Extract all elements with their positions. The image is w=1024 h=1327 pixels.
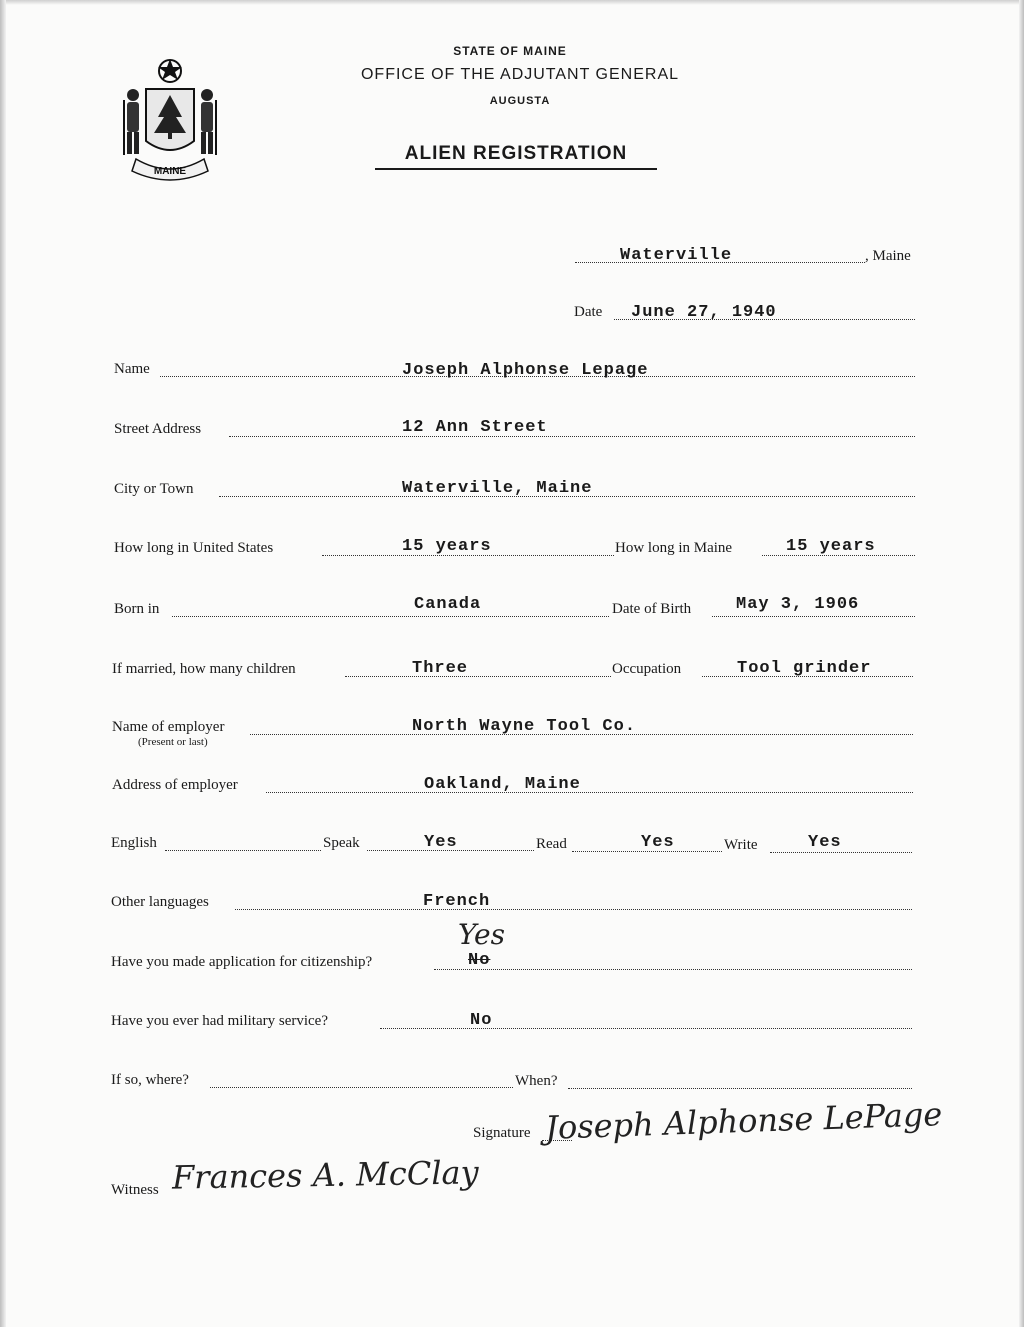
born-value: Canada — [414, 595, 482, 614]
employer-address-value: Oakland, Maine — [424, 775, 581, 794]
where-label: If so, where? — [111, 1072, 189, 1088]
when-label: When? — [515, 1073, 558, 1089]
place-suffix: , Maine — [865, 248, 911, 264]
children-field-line — [345, 676, 611, 677]
dob-field-line — [712, 616, 915, 617]
name-label: Name — [114, 361, 150, 377]
read-label: Read — [536, 836, 567, 852]
military-field-line — [380, 1028, 912, 1029]
other-languages-field-line — [235, 909, 912, 910]
citizenship-handwritten-value: Yes — [458, 918, 505, 951]
dob-value: May 3, 1906 — [736, 595, 860, 614]
city-label: City or Town — [114, 481, 194, 497]
when-field-line — [568, 1088, 912, 1089]
employer-address-field-line — [266, 792, 913, 793]
scan-edge-right — [1019, 0, 1024, 1327]
born-field-line — [172, 616, 609, 617]
us-duration-label: How long in United States — [114, 540, 274, 556]
employer-address-label: Address of employer — [112, 777, 238, 793]
children-value: Three — [412, 659, 469, 678]
signature-handwritten: Joseph Alphonse LePage — [544, 1095, 943, 1147]
header-city: AUGUSTA — [489, 95, 551, 107]
scan-edge-top — [0, 0, 1024, 5]
english-label: English — [111, 835, 157, 851]
maine-duration-value: 15 years — [786, 537, 876, 556]
speak-value: Yes — [424, 833, 458, 852]
children-label: If married, how many children — [112, 661, 296, 677]
employer-sublabel: (Present or last) — [138, 736, 208, 748]
employer-label: Name of employer — [112, 719, 225, 735]
header-office: OFFICE OF THE ADJUTANT GENERAL — [360, 66, 680, 83]
us-duration-value: 15 years — [402, 537, 492, 556]
read-value: Yes — [641, 833, 675, 852]
header-state: STATE OF MAINE — [453, 44, 567, 58]
military-label: Have you ever had military service? — [111, 1013, 328, 1029]
scan-edge-left — [0, 0, 6, 1327]
signature-label: Signature — [473, 1125, 531, 1141]
other-languages-label: Other languages — [111, 894, 209, 910]
title-underline — [375, 168, 657, 170]
city-value: Waterville, Maine — [402, 479, 593, 498]
street-value: 12 Ann Street — [402, 418, 548, 437]
street-field-line — [229, 436, 915, 437]
name-value: Joseph Alphonse Lepage — [402, 361, 649, 380]
speak-label: Speak — [323, 835, 360, 851]
place-value: Waterville — [620, 246, 733, 265]
employer-value: North Wayne Tool Co. — [412, 717, 637, 736]
seal-banner-text: MAINE — [153, 166, 187, 177]
dob-label: Date of Birth — [612, 601, 692, 617]
born-label: Born in — [114, 601, 160, 617]
occupation-value: Tool grinder — [737, 659, 872, 678]
street-label: Street Address — [114, 421, 202, 437]
citizenship-struck-value: No — [468, 951, 491, 970]
citizenship-field-line — [434, 969, 912, 970]
maine-duration-label: How long in Maine — [615, 540, 733, 556]
english-field-line — [165, 850, 321, 851]
form-title: ALIEN REGISTRATION — [404, 143, 628, 164]
where-field-line — [210, 1087, 513, 1088]
witness-label: Witness — [111, 1182, 159, 1198]
write-value: Yes — [808, 833, 842, 852]
occupation-label: Occupation — [612, 661, 682, 677]
write-field-line — [770, 852, 912, 853]
military-value: No — [470, 1011, 493, 1030]
other-languages-value: French — [423, 892, 491, 911]
write-label: Write — [724, 837, 758, 853]
citizenship-label: Have you made application for citizenship? — [111, 954, 373, 970]
date-value: June 27, 1940 — [631, 303, 777, 322]
date-label: Date — [574, 304, 603, 320]
witness-handwritten: Frances A. McClay — [171, 1153, 479, 1197]
